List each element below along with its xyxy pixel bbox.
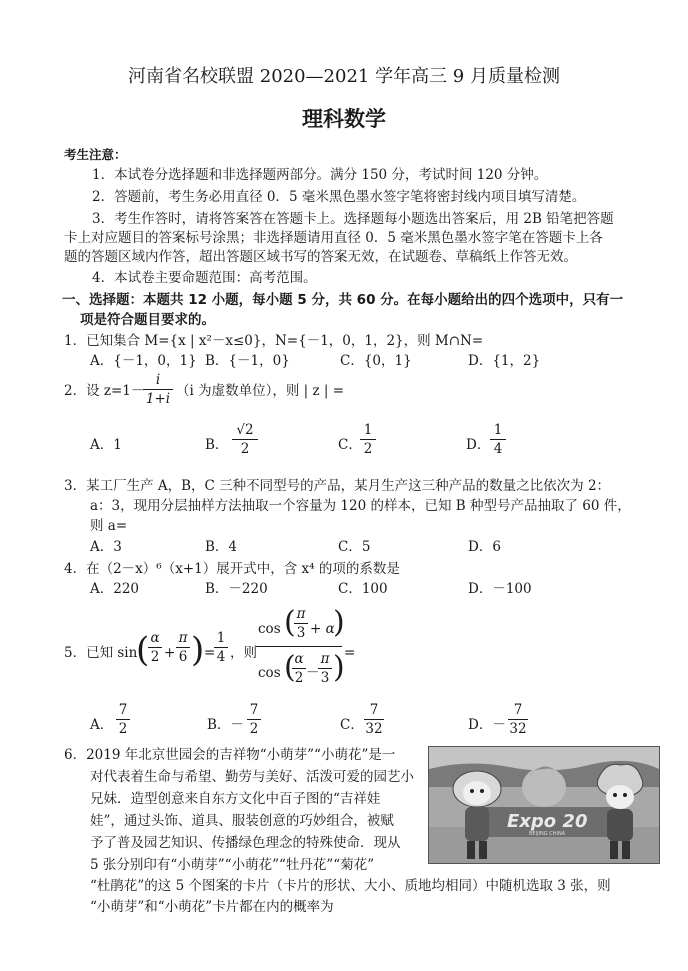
- question-2-fraction: [143, 372, 173, 407]
- fraction-denominator: 2: [240, 441, 250, 457]
- question-2-stem-suffix: （i 为虚数单位），则 | z | =: [176, 383, 345, 399]
- fraction-denominator: 2: [363, 441, 373, 457]
- fraction-numerator: 1: [216, 630, 226, 646]
- paren-right: ): [191, 630, 205, 670]
- question-6-line-6: 5 张分别印有“小萌芽”“小萌花”“牡丹花”“菊花”: [90, 857, 375, 873]
- notice-item-1: 1．本试卷分选择题和非选择题两部分。满分 150 分，考试时间 120 分钟。: [92, 167, 548, 183]
- fraction-numerator: α: [150, 630, 160, 646]
- question-6-line-7: “杜鹃花”的这 5 个图案的卡片（卡片的形状、大小、质地均相同）中随机选取 3 张，则: [90, 878, 611, 894]
- question-5-then: ，则: [230, 645, 257, 661]
- subject-title: 理科数学: [302, 107, 386, 131]
- question-2-stem-prefix: 2．设 z=1－: [64, 383, 145, 399]
- question-4-option-a: A．220: [90, 581, 140, 597]
- question-4-option-b: B．－220: [205, 581, 268, 597]
- question-3-line-2: a：3，现用分层抽样方法抽取一个容量为 120 的样本，已知 B 种型号产品抽取了 60 件，: [90, 498, 631, 514]
- section-heading-line-2: 项是符合题目要求的。: [80, 312, 215, 328]
- mascot-photo-illustration: [429, 747, 659, 863]
- exam-title: 河南省名校联盟 2020—2021 学年高三 9 月质量检测: [128, 66, 560, 87]
- question-6-line-8: “小萌芽”和“小萌花”卡片都在内的概率为: [90, 899, 334, 915]
- question-5-option-d-fraction: [508, 702, 528, 737]
- photo-sign-subtext: BEIJING CHINA: [529, 831, 566, 837]
- fraction-numerator: 7: [249, 702, 259, 718]
- mascot-photo: [428, 746, 660, 864]
- question-2-option-d-label: D．: [466, 437, 491, 453]
- question-5-option-b-fraction: [247, 702, 261, 737]
- notice-item-4: 4．本试卷主要命题范围：高考范围。: [92, 270, 317, 286]
- fraction-numerator: π: [320, 651, 330, 667]
- question-5-equals: =: [204, 645, 216, 661]
- question-5-bottom-fraction-1: [292, 651, 306, 686]
- question-2-option-c-fraction: [360, 422, 376, 457]
- fraction-denominator: 2: [118, 721, 128, 737]
- question-5-prefix: 5．已知 sin: [64, 645, 138, 661]
- fraction-numerator: π: [178, 630, 188, 646]
- question-5-option-a-fraction: [116, 702, 130, 737]
- section-heading-line-1: 一、选择题：本题共 12 小题，每小题 5 分，共 60 分。在每小题给出的四个选项中，只有一: [62, 292, 624, 308]
- question-5-inner-fraction-2: [176, 630, 190, 665]
- question-5-cos-top: cos: [258, 621, 281, 637]
- fraction-denominator: 3: [296, 625, 306, 641]
- question-5-minus: －: [306, 665, 320, 681]
- fraction-numerator: 7: [369, 702, 379, 718]
- question-5-top-alpha: + α: [310, 621, 335, 637]
- fraction-numerator: π: [296, 606, 306, 622]
- question-5-fraction-bar: [256, 646, 342, 647]
- question-5-option-a-label: A．: [90, 717, 114, 733]
- question-5-plus: +: [164, 645, 176, 661]
- question-5-top-fraction: [294, 606, 308, 641]
- question-2-option-c-label: C．: [338, 437, 362, 453]
- fraction-numerator: √2: [236, 422, 254, 438]
- question-5-option-c-label: C．: [340, 717, 364, 733]
- fraction-denominator: 1+i: [145, 391, 171, 407]
- paren-left: (: [284, 650, 296, 685]
- fraction-denominator: 2: [150, 649, 160, 665]
- question-5-inner-fraction-1: [148, 630, 162, 665]
- fraction-numerator: 1: [493, 422, 503, 438]
- question-3-option-a: A．3: [90, 539, 122, 555]
- paren-left: (: [136, 630, 150, 670]
- question-3-line-1: 3．某工厂生产 A，B，C 三种不同型号的产品，某月生产这三种产品的数量之比依次为 2：: [64, 478, 611, 494]
- question-4-option-d: D．－100: [468, 581, 532, 597]
- question-1-option-d: D．{1，2}: [468, 353, 541, 369]
- question-6-line-2: 对代表着生命与希望、勤劳与美好、活泼可爱的园艺小: [90, 769, 414, 785]
- notice-item-3: 3．考生作答时，请将答案答在答题卡上。选择题每小题选出答案后，用 2B 铅笔把答题: [92, 211, 614, 227]
- question-3-option-b: B．4: [205, 539, 238, 555]
- question-2-option-a: A．1: [90, 437, 122, 453]
- question-6-line-3: 兄妹．造型创意来自东方文化中百子图的“吉祥娃: [90, 791, 381, 807]
- fraction-denominator: 4: [216, 649, 226, 665]
- question-5-option-c-fraction: [364, 702, 384, 737]
- fraction-denominator: 2: [249, 721, 259, 737]
- photo-sign-text: Expo 20: [507, 811, 588, 832]
- question-5-cos-bottom: cos: [258, 665, 281, 681]
- question-2-option-b-fraction: [232, 422, 258, 457]
- fraction-numerator: α: [294, 651, 304, 667]
- question-2-option-b-label: B．: [205, 437, 229, 453]
- question-5-tail: =: [344, 645, 356, 661]
- question-1-option-c: C．{0，1}: [340, 353, 412, 369]
- fraction-denominator: 6: [178, 649, 188, 665]
- question-3-option-d: D．6: [468, 539, 501, 555]
- notice-item-3-cont-1: 卡上对应题目的答案标号涂黑；非选择题请用直径 0．5 毫米黑色墨水签字笔在答题卡上各: [64, 230, 603, 246]
- fraction-denominator: 32: [509, 721, 527, 737]
- question-6-line-1: 6．2019 年北京世园会的吉祥物“小萌芽”“小萌花”是一: [64, 747, 396, 763]
- question-1-option-b: B．{－1，0}: [205, 353, 290, 369]
- question-6-line-4: 娃”，通过头饰、道具、服装创意的巧妙组合，被赋: [90, 813, 394, 829]
- notice-heading: 考生注意：: [64, 147, 127, 162]
- question-5-bottom-fraction-2: [318, 651, 332, 686]
- question-4-option-c: C．100: [338, 581, 388, 597]
- paren-right: ): [333, 605, 345, 640]
- question-2-option-d-fraction: [490, 422, 506, 457]
- question-3-line-3: 则 a=: [90, 518, 128, 534]
- question-5-option-b-label: B．－: [207, 717, 244, 733]
- question-5-rhs-fraction: [214, 630, 228, 665]
- paren-right: ): [333, 650, 345, 685]
- fraction-denominator: 32: [365, 721, 383, 737]
- question-4-stem: 4．在（2－x）⁶（x+1）展开式中，含 x⁴ 的项的系数是: [64, 561, 400, 577]
- question-1-stem: 1．已知集合 M={x | x²－x≤0}，N={－1，0，1，2}，则 M∩N=: [64, 333, 484, 349]
- fraction-numerator: 7: [118, 702, 128, 718]
- question-5-option-d-label: D．－: [468, 717, 506, 733]
- fraction-numerator: 7: [513, 702, 523, 718]
- fraction-numerator: i: [155, 372, 161, 388]
- notice-item-3-cont-2: 题的答题区域内作答，超出答题区域书写的答案无效，在试题卷、草稿纸上作答无效。: [64, 249, 577, 265]
- fraction-denominator: 3: [320, 670, 330, 686]
- fraction-denominator: 2: [294, 670, 304, 686]
- fraction-numerator: 1: [363, 422, 373, 438]
- question-6-line-5: 予了普及园艺知识、传播绿色理念的特殊使命．现从: [90, 835, 401, 851]
- paren-left: (: [284, 605, 296, 640]
- question-1-option-a: A．{－1，0，1}: [90, 353, 197, 369]
- question-3-option-c: C．5: [338, 539, 371, 555]
- notice-item-2: 2．答题前，考生务必用直径 0．5 毫米黑色墨水签字笔将密封线内项目填写清楚。: [92, 189, 586, 205]
- fraction-denominator: 4: [493, 441, 503, 457]
